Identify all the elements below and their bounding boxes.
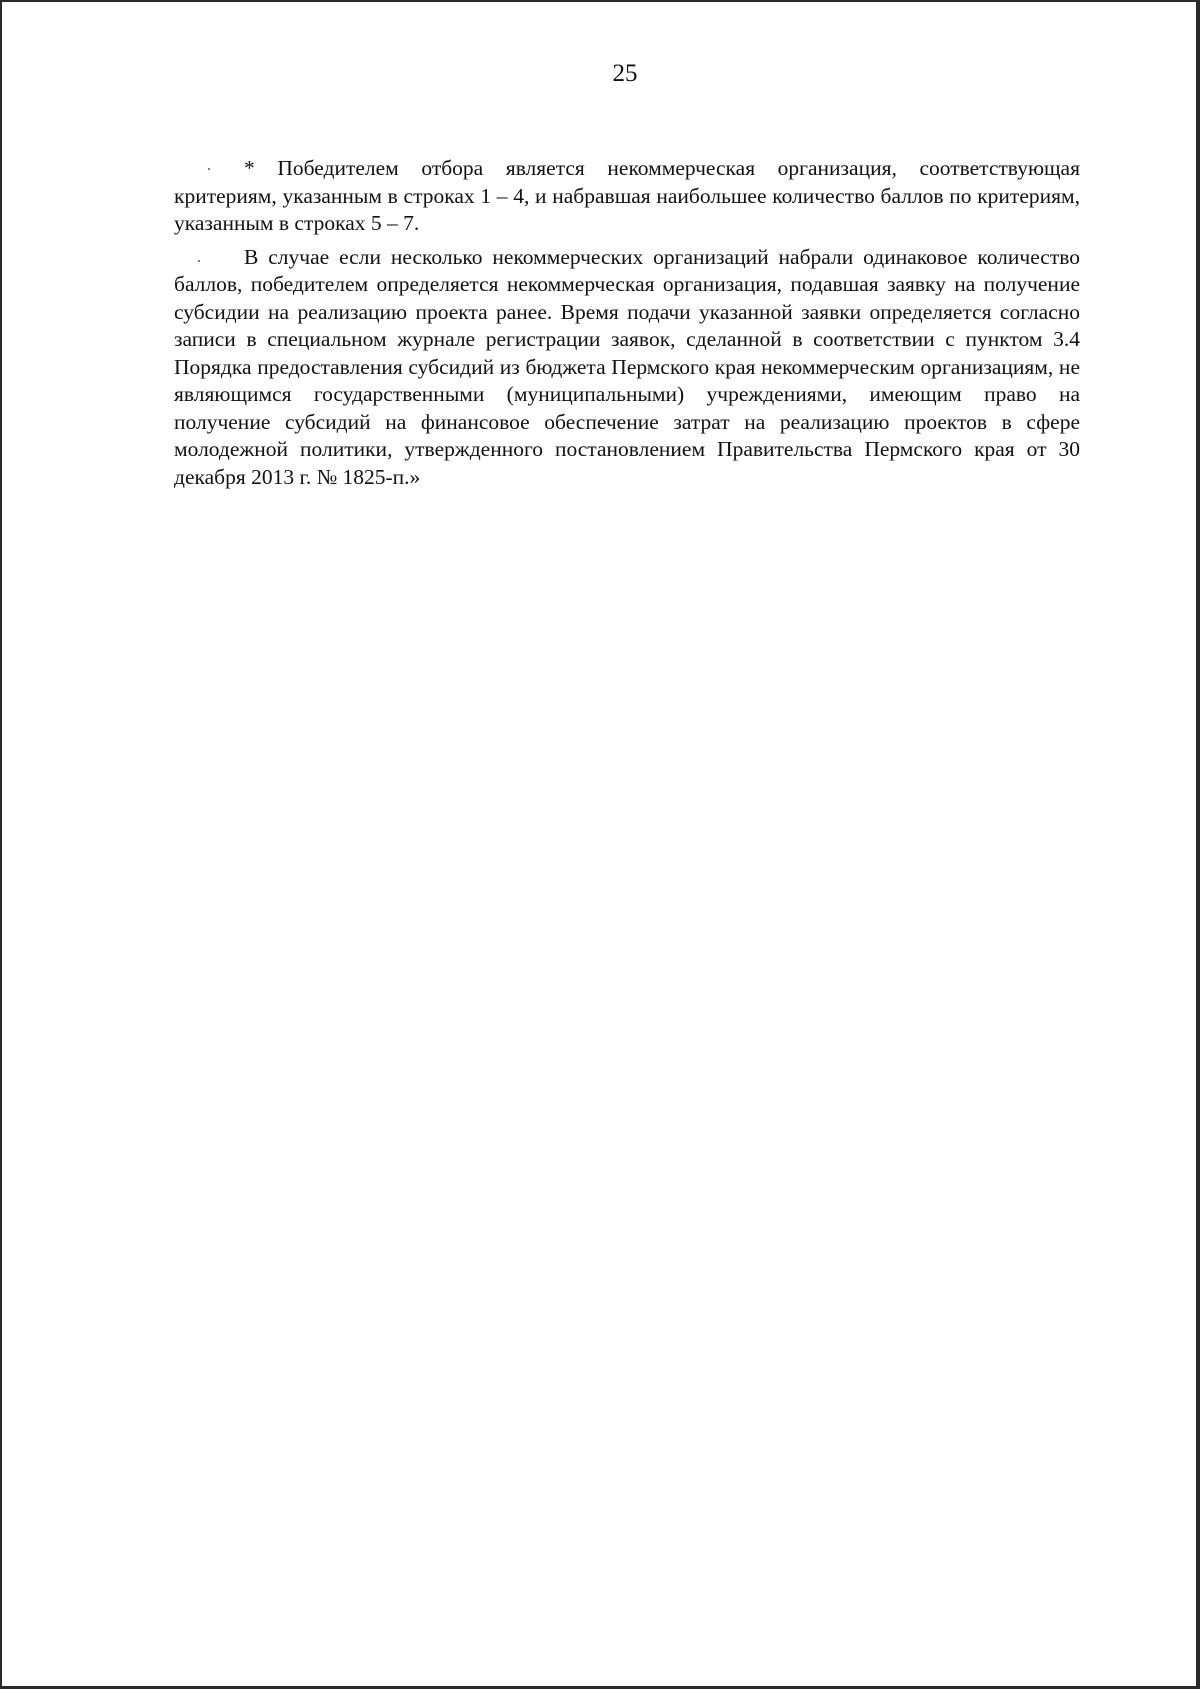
footnote-paragraph: * Победителем отбора является некоммерческая организация, соответствующая критериям, указанным в строках 1 – 4, и набравшая наибольшее количество баллов по критериям, указанным в строках 5 – 7. [174,156,1080,235]
document-body [174,155,1080,491]
scan-speck [208,168,210,170]
scan-border-left [0,0,2,1689]
scan-speck [198,260,200,262]
page-number: 25 [612,60,638,87]
body-paragraph: В случае если несколько некоммерческих организаций набрали одинаковое количество баллов, победителем определяется некоммерческая организация, подавшая заявку на получение субсидии на реализацию проекта ранее. Время подачи указанной заявки определяется согласно записи в специальном журнале регистрации заявок, сделанной в соответствии с пунктом 3.4 Порядка предоставления субсидий из бюджета Пермского края некоммерческим организациям, не являющимся государственными (муниципальными) учреждениями, имеющим право на получение субсидий на финансовое обеспечение затрат на реализацию проектов в сфере молодежной политики, утвержденного постановлением Правительства Пермского края от 30 декабря 2013 г. № 1825-п.» [174,244,1080,489]
scan-border-right [1196,0,1200,1689]
scan-border-top [0,0,1200,2]
